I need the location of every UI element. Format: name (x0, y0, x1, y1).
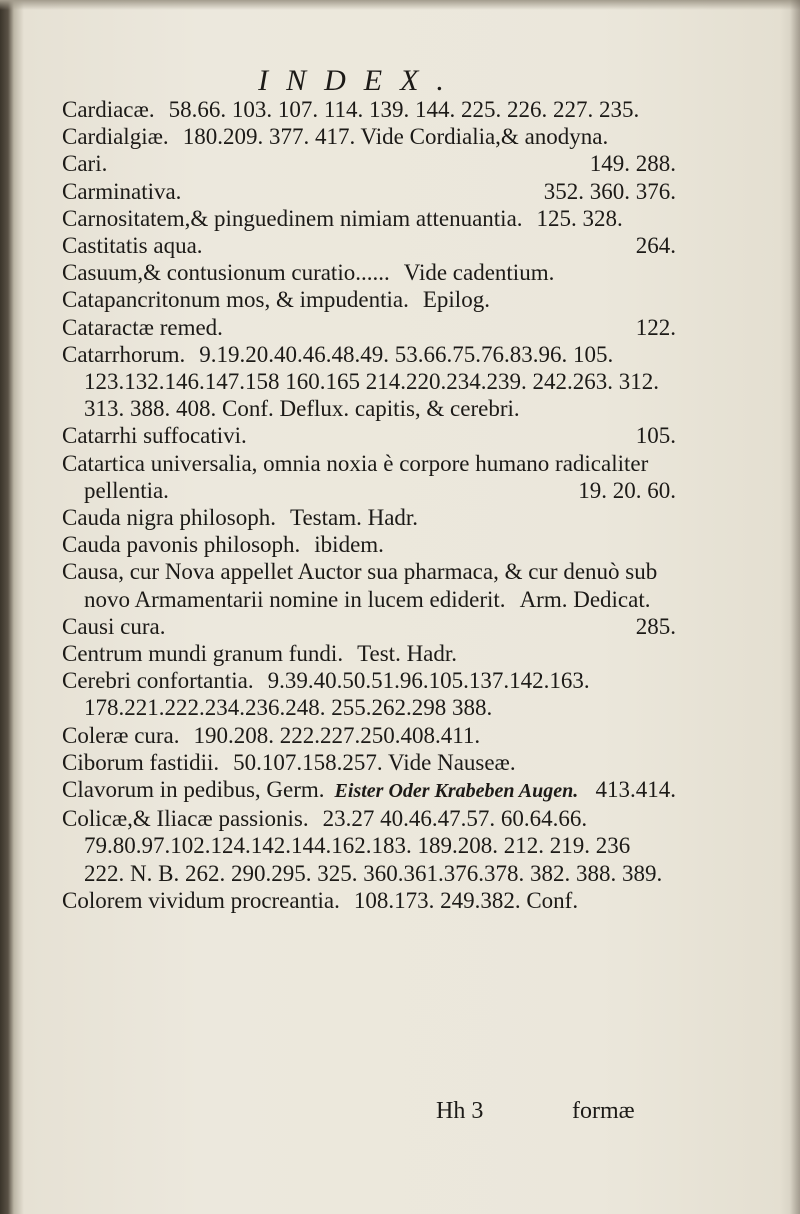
entry-references: 58.66. 103. 107. 114. 139. 144. 225. 226. 227. 235. (168, 97, 640, 122)
entry-page-numbers: 285. (635, 613, 676, 639)
entry-references: 125. 328. (536, 205, 623, 231)
index-entry (62, 232, 676, 259)
entry-heading: Colicæ,& Iliacæ passionis. (62, 806, 309, 832)
entry-heading: Cardialgiæ. (62, 124, 169, 150)
entry-references: ibidem. (314, 532, 384, 558)
entry-heading: Catapancritonum mos, & impudentia. (62, 287, 409, 313)
entry-heading: Castitatis aqua. (62, 233, 203, 259)
index-list (62, 96, 676, 914)
entry-heading: Causi cura. (62, 613, 166, 639)
entry-references: 190.208. 222.227.250.408.411. (193, 722, 481, 748)
index-entry (62, 178, 676, 205)
page-top-shadow (0, 0, 800, 10)
entry-heading: Cari. (62, 151, 108, 177)
index-entry (62, 96, 676, 123)
entry-german-gloss: Eister Oder Krabeben Augen. (334, 780, 579, 803)
entry-references: Vide cadentium. (403, 260, 555, 286)
entry-heading: Cardiacæ. (62, 97, 155, 122)
entry-references: 9.19.20.40.46.48.49. 53.66.75.76.83.96. 105. 123.132.146.147.158 160.165 214.220.234.239. 242.263. 312. 313. 388. 408. Conf. Deflux. capitis, & cerebri. (84, 341, 659, 422)
index-entry (62, 123, 676, 150)
index-entry (62, 722, 676, 749)
entry-references: Epilog. (422, 287, 490, 313)
entry-page-numbers: 352. 360. 376. (543, 178, 676, 204)
index-entry (62, 422, 676, 449)
index-entry (62, 558, 676, 612)
entry-heading: Cauda nigra philosoph. (62, 505, 276, 531)
entry-page-numbers: 149. 288. (589, 151, 676, 177)
entry-heading: Cerebri confortantia. (62, 668, 254, 694)
entry-references: 50.107.158.257. Vide Nauseæ. (233, 749, 516, 775)
index-entry (62, 749, 676, 776)
running-head: INDEX. (258, 64, 462, 97)
entry-references: 9.39.40.50.51.96.105.137.142.163. 178.221.222.234.236.248. 255.262.298 388. (84, 668, 590, 721)
entry-page-numbers: 19. 20. 60. (578, 477, 676, 503)
entry-heading: Causa, cur Nova appellet Auctor sua pharmaca, & cur denuò sub novo Armamentarii nomine in lucem ediderit. (62, 559, 658, 612)
index-entry (62, 314, 676, 341)
index-entry (62, 150, 676, 177)
entry-heading: Catartica universalia, omnia noxia è corpore humano radicaliter pellentia. (62, 450, 649, 503)
entry-heading: Casuum,& contusionum curatio...... (62, 260, 390, 286)
entry-references: Arm. Dedicat. (519, 586, 651, 612)
index-entry (62, 504, 676, 531)
index-entry (62, 805, 676, 887)
index-entry (62, 341, 676, 423)
entry-page-numbers: 122. (635, 314, 676, 340)
entry-references: Test. Hadr. (357, 641, 458, 667)
entry-heading: Carnositatem,& pinguedinem nimiam attenuantia. (62, 205, 523, 231)
index-entry (62, 259, 676, 286)
page-right-edge (790, 0, 800, 1214)
entry-references: 108.173. 249.382. Conf. (353, 887, 579, 913)
entry-heading: Catarrhi suffocativi. (62, 423, 247, 449)
catchword: formæ (572, 1098, 635, 1124)
signature-mark: Hh 3 (436, 1098, 484, 1124)
entry-heading: Coleræ cura. (62, 722, 180, 748)
index-entry (62, 205, 676, 232)
entry-heading: Colorem vividum procreantia. (62, 887, 340, 913)
entry-heading: Cataractæ remed. (62, 314, 223, 340)
index-entry (62, 667, 676, 721)
entry-page-numbers: 105. (635, 423, 676, 449)
index-entry (62, 286, 676, 313)
index-entry (62, 776, 676, 805)
entry-heading: Catarrhorum. (62, 341, 186, 367)
entry-page-numbers: 264. (635, 233, 676, 259)
index-entry (62, 613, 676, 640)
index-entry (62, 887, 676, 914)
entry-heading: Ciborum fastidii. (62, 749, 220, 775)
entry-heading: Cauda pavonis philosoph. (62, 532, 301, 558)
entry-references: Testam. Hadr. (290, 505, 419, 531)
index-entry (62, 640, 676, 667)
entry-heading: Centrum mundi granum fundi. (62, 641, 344, 667)
entry-references: 23.27 40.46.47.57. 60.64.66. 79.80.97.102.124.142.144.162.183. 189.208. 212. 219. 236 222. N. B. 262. 290.295. 325. 360.361.376.378. 382. 388. 389. (84, 806, 663, 886)
entry-heading: Clavorum in pedibus, Germ. (62, 777, 325, 803)
entry-references: 180.209. 377. 417. Vide Cordialia,& anodyna. (182, 124, 609, 150)
index-entry (62, 450, 676, 504)
index-entry (62, 531, 676, 558)
entry-heading: Carminativa. (62, 178, 182, 204)
entry-page-numbers: 413.414. (595, 777, 676, 803)
